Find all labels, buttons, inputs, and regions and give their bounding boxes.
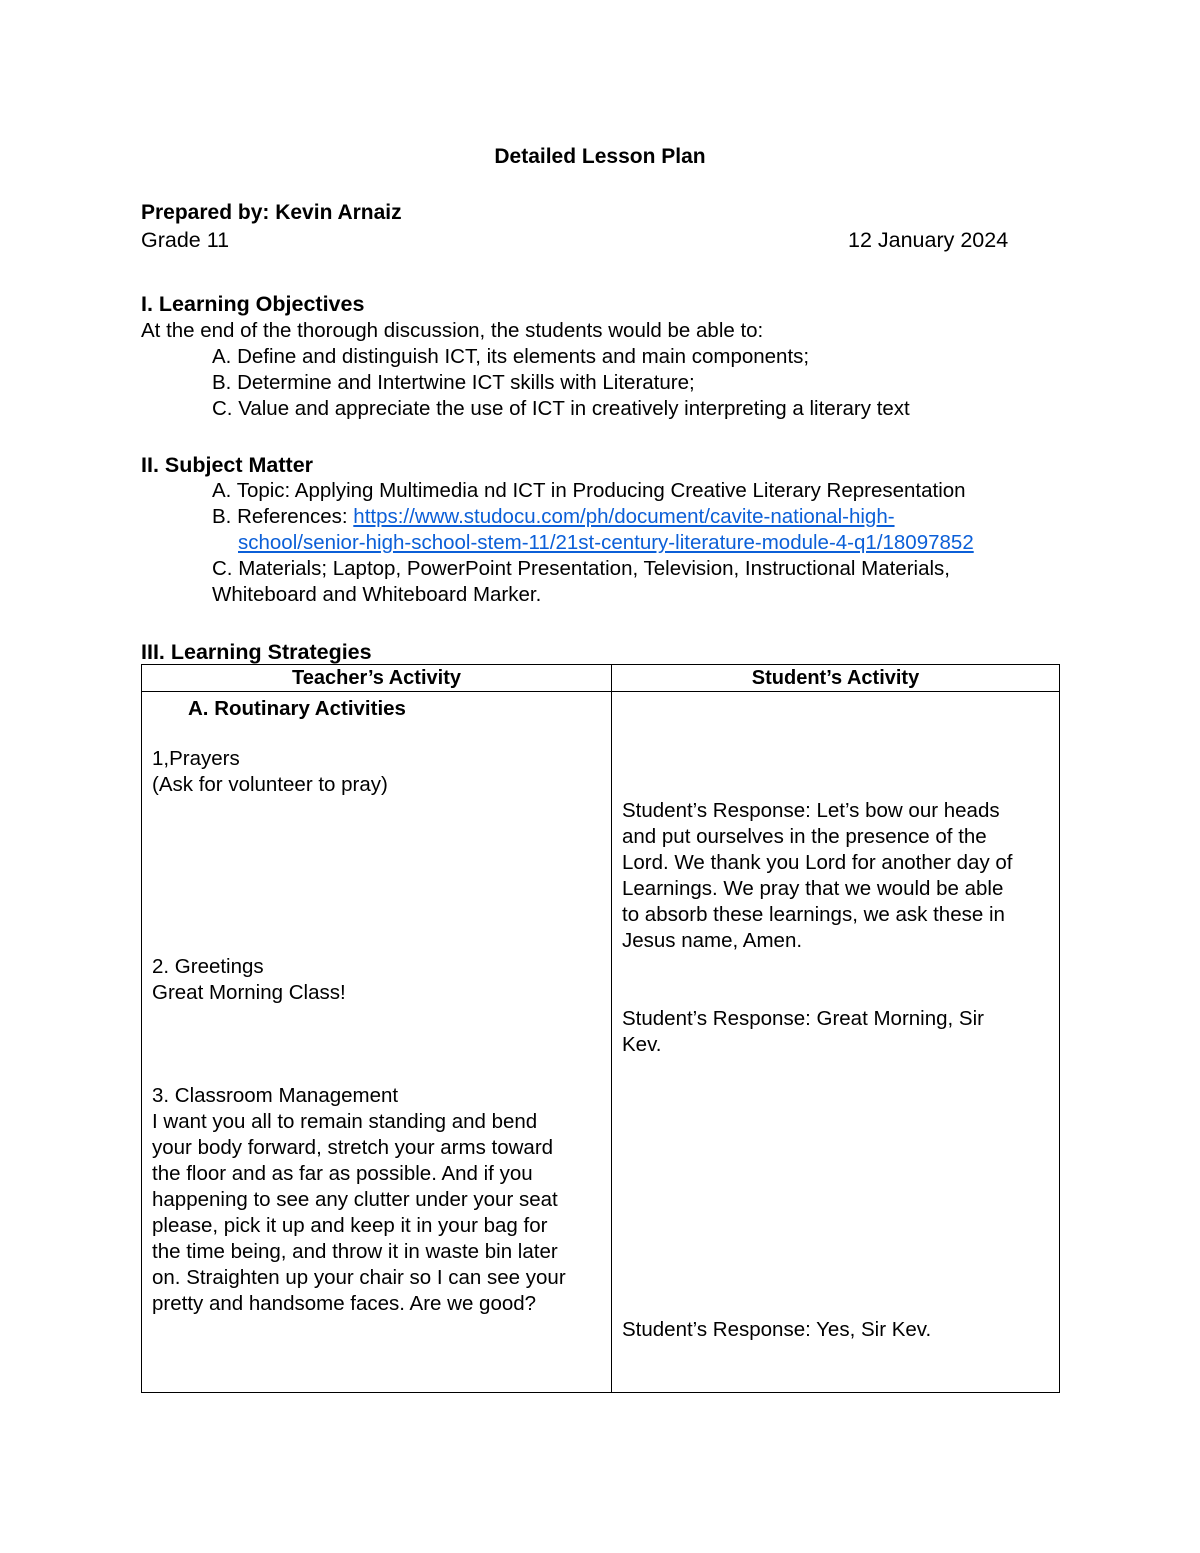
management-line: please, pick it up and keep it in your bag for: [152, 1214, 548, 1237]
references-label: B. References:: [212, 505, 354, 528]
student-activity-cell: [612, 692, 1060, 1393]
document-title: Detailed Lesson Plan: [494, 145, 706, 168]
reference-link[interactable]: https://www.studocu.com/ph/document/cavite-national-high-: [353, 505, 895, 528]
routinary-section-title: A. Routinary Activities: [188, 697, 406, 720]
teacher-column-header: Teacher’s Activity: [142, 665, 612, 692]
management-line: on. Straighten up your chair so I can see your: [152, 1266, 566, 1289]
lesson-date: 12 January 2024: [848, 228, 1009, 252]
objectives-intro: At the end of the thorough discussion, the students would be able to:: [141, 319, 764, 342]
objectives-heading: I. Learning Objectives: [141, 292, 365, 316]
grade-level: Grade 11: [141, 228, 230, 252]
management-line: the time being, and throw it in waste bin later: [152, 1240, 558, 1263]
prayers-title: 1,Prayers: [152, 747, 240, 770]
prayer-response-line: Lord. We thank you Lord for another day of: [622, 851, 1013, 874]
objective-item: C. Value and appreciate the use of ICT in creatively interpreting a literary text: [212, 397, 910, 420]
reference-link-continued[interactable]: school/senior-high-school-stem-11/21st-century-literature-module-4-q1/18097852: [238, 531, 974, 554]
greetings-text: Great Morning Class!: [152, 981, 346, 1004]
management-line: happening to see any clutter under your seat: [152, 1188, 558, 1211]
management-line: I want you all to remain standing and bend: [152, 1110, 538, 1133]
greeting-response-line: Student’s Response: Great Morning, Sir: [622, 1007, 984, 1030]
strategies-heading: III. Learning Strategies: [141, 640, 372, 664]
greeting-response-line: Kev.: [622, 1033, 662, 1056]
subject-heading: II. Subject Matter: [141, 453, 314, 477]
strategies-table: [141, 664, 1060, 1393]
objective-item: B. Determine and Intertwine ICT skills with Literature;: [212, 371, 695, 394]
management-line: pretty and handsome faces. Are we good?: [152, 1292, 537, 1315]
management-response: Student’s Response: Yes, Sir Kev.: [622, 1318, 932, 1341]
management-title: 3. Classroom Management: [152, 1084, 399, 1107]
prayer-response-line: Learnings. We pray that we would be able: [622, 877, 1004, 900]
prayer-response-line: to absorb these learnings, we ask these in: [622, 903, 1005, 926]
management-line: your body forward, stretch your arms toward: [152, 1136, 554, 1159]
prayer-response-line: and put ourselves in the presence of the: [622, 825, 987, 848]
teacher-activity-cell: [142, 692, 612, 1393]
prayers-note: (Ask for volunteer to pray): [152, 773, 388, 796]
prepared-by: Prepared by: Kevin Arnaiz: [141, 201, 402, 224]
prayer-response-line: Jesus name, Amen.: [622, 929, 803, 952]
greetings-title: 2. Greetings: [152, 955, 264, 978]
subject-topic: A. Topic: Applying Multimedia nd ICT in Producing Creative Literary Representation: [212, 479, 966, 502]
subject-references: [212, 507, 895, 528]
objective-item: A. Define and distinguish ICT, its elements and main components;: [212, 345, 810, 368]
subject-materials: C. Materials; Laptop, PowerPoint Presentation, Television, Instructional Materials,: [212, 557, 950, 580]
student-column-header: Student’s Activity: [612, 665, 1060, 692]
management-line: the floor and as far as possible. And if you: [152, 1162, 533, 1185]
prayer-response-line: Student’s Response: Let’s bow our heads: [622, 799, 1000, 822]
subject-materials-continued: Whiteboard and Whiteboard Marker.: [212, 583, 542, 606]
